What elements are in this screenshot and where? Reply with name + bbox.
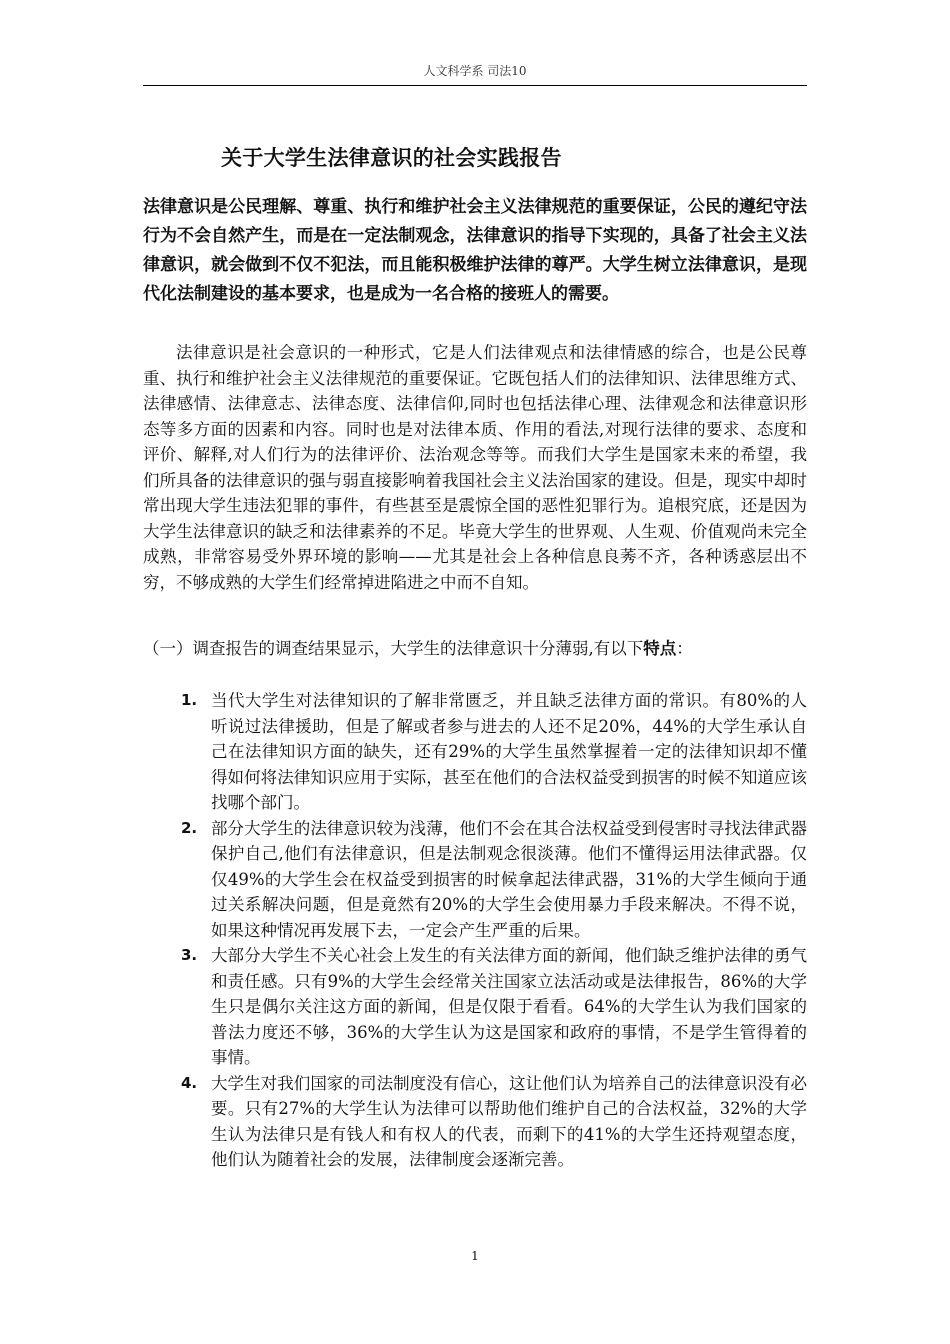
finding-item (143, 943, 807, 1071)
finding-number: 2. (181, 818, 198, 837)
document-title: 关于大学生法律意识的社会实践报告 (221, 146, 562, 170)
finding-text: 当代大学生对法律知识的了解非常匮乏，并且缺乏法律方面的常识。有80%的人听说过法律援助，但是了解或者参与进去的人还不足20%，44%的大学生承认自己在法律知识方面的缺失，还有29%的大学生虽然掌握着一定的法律知识却不懂得如何将法律知识应用于实际，甚至在他们的合法权益受到损害的时候不知道应该找哪个部门。 (211, 691, 807, 812)
section-heading-tail: ： (676, 639, 693, 658)
body-paragraph: 法律意识是社会意识的一种形式，它是人们法律观点和法律情感的综合，也是公民尊重、执行和维护社会主义法律规范的重要保证。它既包括人们的法律知识、法律思维方式、法律感情、法律意志、法律态度、法律信仰,同时也包括法律心理、法律观念和法律意识形态等多方面的因素和内容。同时也是对法律本质、作用的看法,对现行法律的要求、态度和评价、解释,对人们行为的法律评价、法治观念等等。而我们大学生是国家未来的希望，我们所具备的法律意识的强与弱直接影响着我国社会主义法治国家的建设。但是，现实中却时常出现大学生违法犯罪的事件，有些甚至是震惊全国的恶性犯罪行为。追根究底，还是因为大学生法律意识的缺乏和法律素养的不足。毕竟大学生的世界观、人生观、价值观尚未完全成熟，非常容易受外界环境的影响——尤其是社会上各种信息良莠不齐，各种诱惑层出不穷，不够成熟的大学生们经常掉进陷进之中而不自知。 (143, 343, 807, 592)
abstract-paragraph: 法律意识是公民理解、尊重、执行和维护社会主义法律规范的重要保证，公民的遵纪守法行为不会自然产生，而是在一定法制观念，法律意识的指导下实现的，具备了社会主义法律意识，就会做到不仅不犯法，而且能积极维护法律的尊严。大学生树立法律意识，是现代化法制建设的基本要求，也是成为一名合格的接班人的需要。 (143, 197, 807, 304)
finding-number: 1. (181, 691, 198, 709)
findings-list (143, 688, 807, 1173)
finding-item (143, 1071, 807, 1173)
finding-number: 3. (181, 946, 198, 964)
page-header: 人文科学系 司法10 (423, 64, 527, 78)
section-heading-lead: （一）调查报告的调查结果显示，大学生的法律意识十分薄弱,有以下 (143, 639, 644, 658)
finding-text: 大学生对我们国家的司法制度没有信心，这让他们认为培养自己的法律意识没有必要。只有27%的大学生认为法律可以帮助他们维护自己的合法权益，32%的大学生认为法律只是有钱人和有权人的代表，而剩下的41%的大学生还持观望态度，他们认为随着社会的发展，法律制度会逐渐完善。 (211, 1073, 807, 1169)
header-divider (143, 85, 807, 86)
section-heading (143, 636, 807, 662)
section-heading-emphasis: 特点 (643, 639, 677, 658)
finding-text: 部分大学生的法律意识较为浅薄，他们不会在其合法权益受到侵害时寻找法律武器保护自己,他们有法律意识，但是法制观念很淡薄。他们不懂得运用法律武器。仅仅49%的大学生会在权益受到损害的时候拿起法律武器，31%的大学生倾向于通过关系解决问题，但是竟然有20%的大学生会使用暴力手段来解决。不得不说，如果这种情况再发展下去，一定会产生严重的后果。 (211, 818, 807, 940)
finding-item (143, 816, 807, 944)
finding-number: 4. (181, 1073, 198, 1092)
page-number: 1 (471, 1249, 479, 1263)
finding-item (143, 688, 807, 816)
finding-text: 大部分大学生不关心社会上发生的有关法律方面的新闻，他们缺乏维护法律的勇气和责任感。只有9%的大学生会经常关注国家立法活动或是法律报告，86%的大学生只是偶尔关注这方面的新闻，但是仅限于看看。64%的大学生认为我们国家的普法力度还不够，36%的大学生认为这是国家和政府的事情，不是学生管得着的事情。 (211, 946, 807, 1067)
